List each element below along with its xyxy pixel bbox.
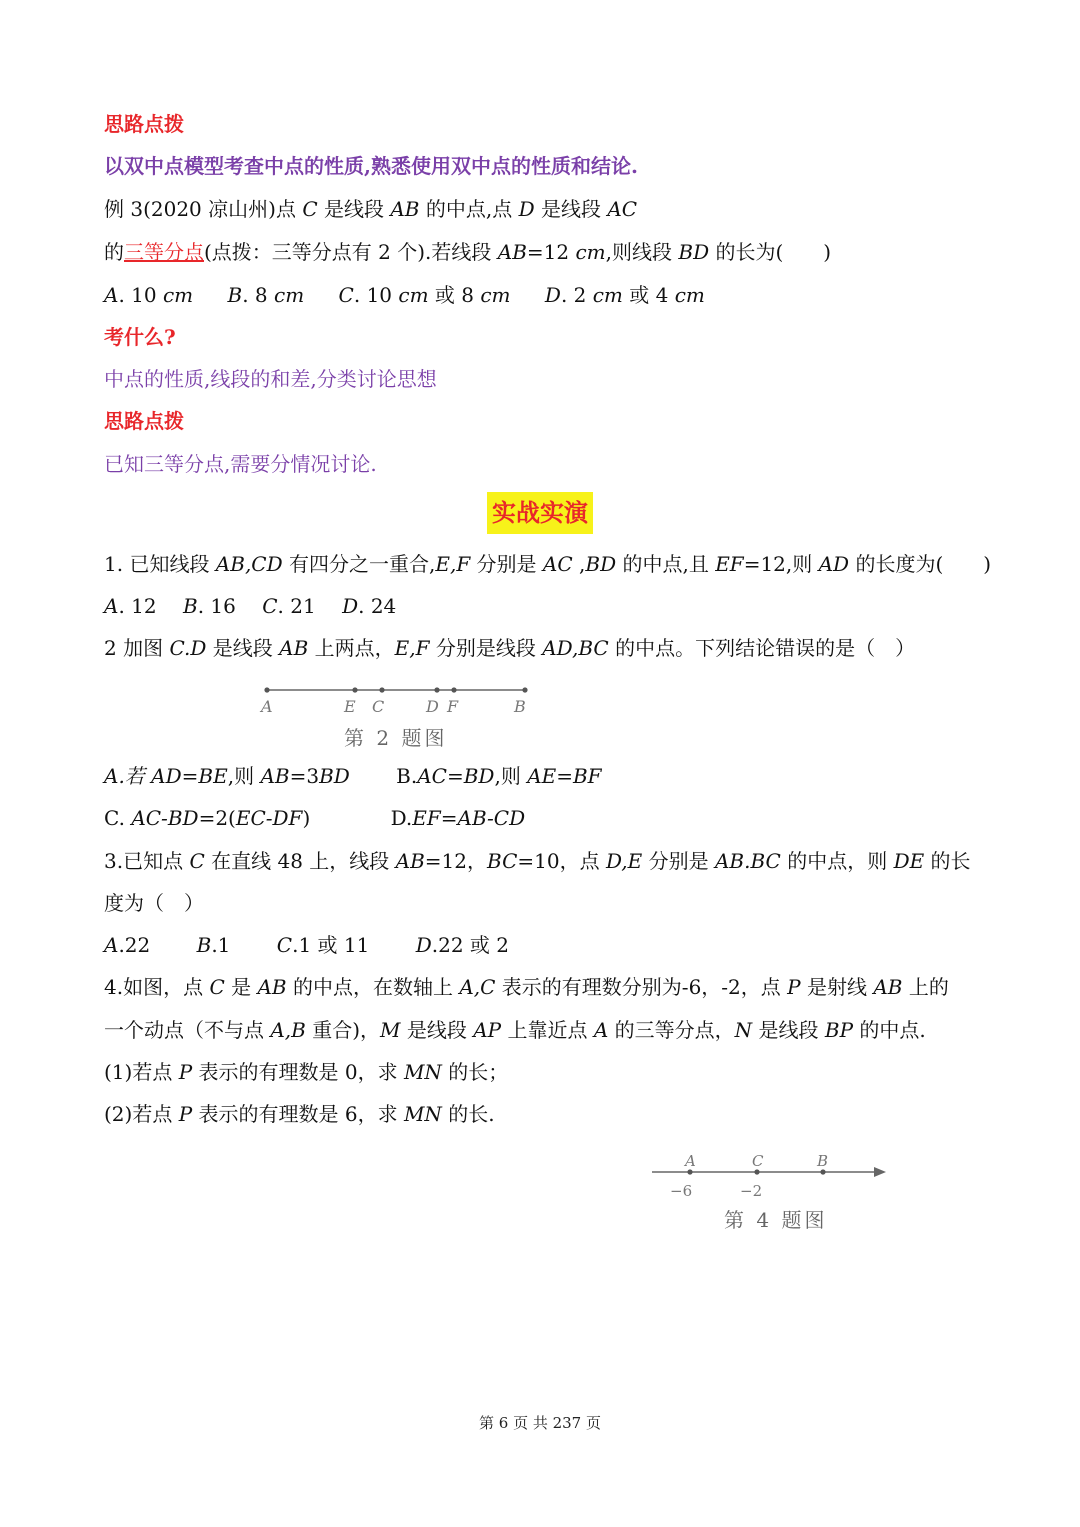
ask-text: 中点的性质,线段的和差,分类讨论思想 (104, 367, 437, 391)
q2-options-ab (104, 762, 602, 790)
q3-text-line2: 度为（ ） (104, 891, 204, 915)
point-f (451, 687, 456, 692)
q2-text: 2 加图 C.D 是线段 AB 上两点，E,F 分别是线段 AD,BC 的中点。下列结论错误的是（ ） (104, 636, 916, 660)
label-a: A (261, 697, 273, 716)
example3-line1: 例 3(2020 凉山州)点 C 是线段 AB 的中点,点 D 是线段 AC (104, 197, 638, 221)
q4-sub2: (2)若点 P 表示的有理数是 6，求 MN 的长. (104, 1102, 495, 1126)
point-b (820, 1169, 825, 1174)
underlined-term: 三等分点 (124, 240, 204, 264)
hint2-text: 已知三等分点,需要分情况讨论. (104, 452, 377, 476)
q2-figure-caption: 第 2 题图 (344, 726, 448, 750)
label-e: E (344, 697, 356, 716)
hint-text: 以双中点模型考查中点的性质,熟悉使用双中点的性质和结论. (104, 154, 638, 178)
point-c (379, 687, 384, 692)
hint-heading: 思路点拨 (104, 112, 184, 136)
q4-line2: 一个动点（不与点 A,B 重合)，M 是线段 AP 上靠近点 A 的三等分点，N 是线段 BP 的中点. (104, 1018, 926, 1042)
q2-figure (255, 678, 545, 720)
label-b: B (514, 697, 526, 716)
ask-heading: 考什么? (104, 325, 176, 349)
option-c: C. 10 cm 或 8 cm (338, 283, 511, 307)
hint2-heading: 思路点拨 (104, 409, 184, 433)
label-d: D (426, 697, 439, 716)
point-a (687, 1169, 692, 1174)
q4-line1: 4.如图，点 C 是 AB 的中点，在数轴上 A,C 表示的有理数分别为-6，-2，点 P 是射线 AB 上的 (104, 975, 949, 999)
label-b: B (817, 1152, 829, 1170)
option-b: B. 8 cm (227, 283, 305, 307)
number-minus-6: −6 (670, 1182, 693, 1200)
option-a: A. 10 cm (104, 283, 194, 307)
q4-number-line (648, 1150, 893, 1202)
page-footer: 第 6 页 共 237 页 (478, 1414, 601, 1432)
q1-text: 1. 已知线段 AB,CD 有四分之一重合,E,F 分别是 AC ,BD 的中点,且 EF=12,则 AD 的长度为( ) (104, 552, 992, 576)
point-c (754, 1169, 759, 1174)
label-f: F (447, 697, 459, 716)
q2-option-c: C. AC-BD=2(EC-DF) (104, 806, 311, 830)
q3-text-line1: 3.已知点 C 在直线 48 上，线段 AB=12，BC=10，点 D,E 分别是 AB.BC 的中点，则 DE 的长 (104, 849, 971, 873)
point-e (352, 687, 357, 692)
q2-option-d: D.EF=AB-CD (390, 806, 526, 830)
q4-sub1: (1)若点 P 表示的有理数是 0，求 MN 的长； (104, 1060, 509, 1084)
number-minus-2: −2 (740, 1182, 763, 1200)
q4-figure-caption: 第 4 题图 (724, 1208, 828, 1232)
point-a (264, 687, 269, 692)
q2-option-b: B.AC=BD,则 AE=BF (396, 764, 602, 788)
point-b (522, 687, 527, 692)
option-d: D. 2 cm 或 4 cm (544, 283, 705, 307)
label-c: C (752, 1152, 764, 1170)
label-c: C (372, 697, 385, 716)
label-a: A (685, 1152, 696, 1170)
section-banner: 实战实演 (487, 492, 593, 534)
point-d (434, 687, 439, 692)
example3-line2: 的三等分点(点拨：三等分点有 2 个).若线段 AB=12 cm,则线段 BD 的长为( ) (104, 240, 832, 264)
q2-option-a: A.若 AD=BE,则 AB=3BD (104, 764, 350, 788)
q2-options-cd (104, 804, 525, 832)
q3-options: A.22 B.1 C.1 或 11 D.22 或 2 (104, 933, 509, 957)
example3-options (104, 281, 705, 309)
q1-options: A. 12 B. 16 C. 21 D. 24 (104, 594, 397, 618)
axis-arrow-icon (874, 1167, 886, 1177)
